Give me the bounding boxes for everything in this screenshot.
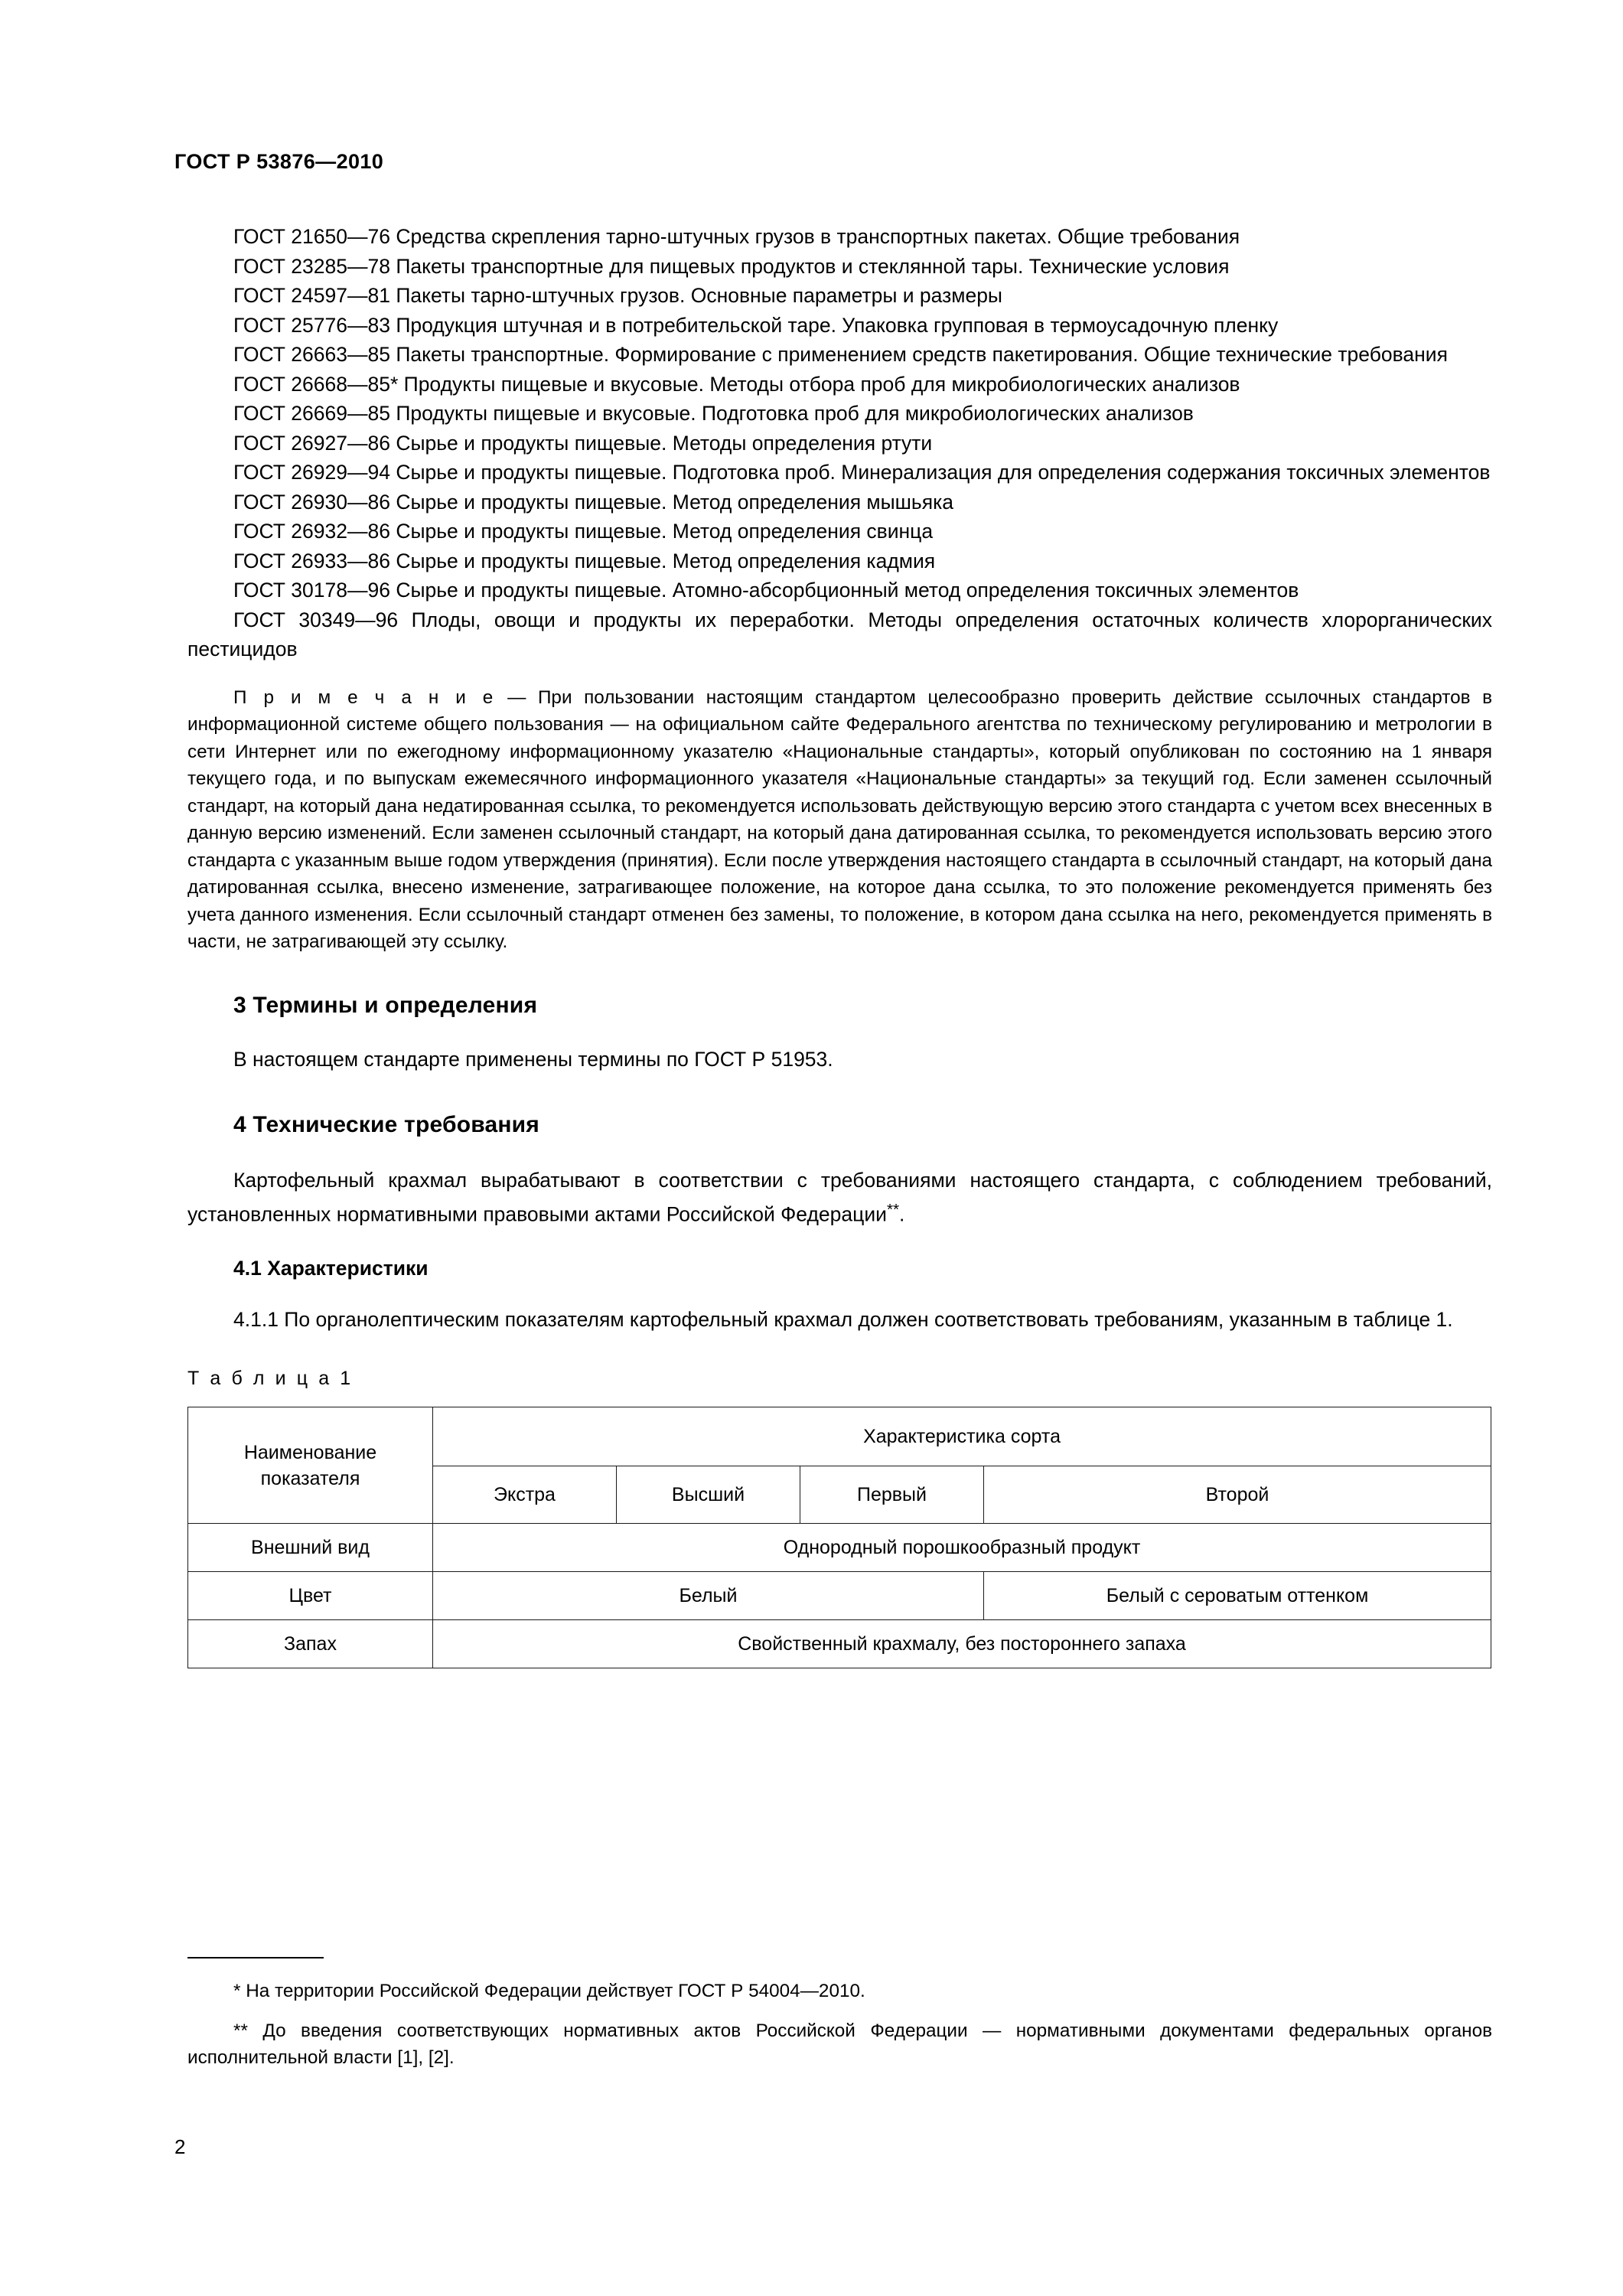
reference-item [187,311,1492,341]
reference-code: ГОСТ 26927—86 [233,431,390,455]
section-heading-terms: 3 Термины и определения [233,992,538,1018]
reference-title: Сырье и продукты пищевые. Метод определения мышьяка [396,490,954,514]
reference-code: ГОСТ 26933—86 [233,549,390,572]
section-technical-intro [187,1166,1492,1229]
table-header-grade: Высший [617,1466,800,1524]
table-cell-value: Белый с сероватым оттенком [984,1572,1491,1620]
intro-text: Картофельный крахмал вырабатывают в соответствии с требованиями настоящего стандарта, с соблюдением требований, установленных нормативными правовыми актами Российской Федерации [187,1169,1492,1226]
table-header-grade: Экстра [433,1466,617,1524]
reference-item [187,281,1492,311]
document-body [187,222,1492,1668]
document-header-standard-id: ГОСТ Р 53876—2010 [174,150,384,173]
reference-title: Средства скрепления тарно-штучных грузов в транспортных пакетах. Общие требования [396,225,1240,248]
reference-title: Продукты пищевые и вкусовые. Методы отбора проб для микробиологических анализов [403,372,1240,396]
table-header-grade-group: Характеристика сорта [433,1407,1491,1466]
table-header-indicator: Наименование показателя [188,1407,433,1524]
intro-text-end: . [899,1202,905,1226]
note-block [187,684,1492,956]
reference-title: Сырье и продукты пищевые. Атомно-абсорбционный метод определения токсичных элементов [396,579,1299,602]
reference-title: Пакеты транспортные. Формирование с применением средств пакетирования. Общие технические требования [396,343,1448,366]
footnote-marker-2: ** [886,1200,900,1218]
reference-code: ГОСТ 30178—96 [233,579,390,602]
reference-code: ГОСТ 26669—85 [233,402,390,425]
table-cell-value: Белый [433,1572,984,1620]
reference-title: Пакеты транспортные для пищевых продуктов и стеклянной тары. Технические условия [396,254,1230,278]
table-row [188,1572,1491,1620]
footnote-marker: ** [233,2020,248,2041]
footnote-separator [187,1957,324,1958]
reference-code: ГОСТ 26930—86 [233,490,390,514]
table-row [188,1524,1491,1572]
reference-title: Пакеты тарно-штучных грузов. Основные параметры и размеры [396,284,1002,307]
reference-code: ГОСТ 26668—85* [233,372,399,396]
subsection-heading-41: 4.1 Характеристики [233,1256,429,1280]
reference-title: Продукты пищевые и вкусовые. Подготовка проб для микробиологических анализов [396,402,1194,425]
section-heading-technical: 4 Технические требования [233,1112,540,1137]
characteristics-table [187,1407,1491,1668]
table-header-grade: Второй [984,1466,1491,1524]
reference-title: Продукция штучная и в потребительской таре. Упаковка групповая в термоусадочную пленку [396,313,1279,337]
reference-code: ГОСТ 30349—96 [233,608,399,631]
footnote-marker: * [233,1981,241,2001]
reference-title: Плоды, овощи и продукты их переработки. Методы определения остаточных количеств хлорорганических пестицидов [187,608,1492,660]
reference-item [187,576,1492,605]
footnote-text: До введения соответствующих нормативных актов Российской Федерации — нормативными документами федеральных органов исполнительной власти [1], [2]. [187,2020,1492,2068]
paragraph-411: 4.1.1 По органолептическим показателям картофельный крахмал должен соответствовать требованиям, указанным в таблице 1. [233,1307,1453,1331]
table-header-grade: Первый [800,1466,984,1524]
reference-code: ГОСТ 26932—86 [233,520,390,543]
reference-item [187,605,1492,664]
footnote-item [187,1978,1492,2005]
table-cell-value: Свойственный крахмалу, без постороннего запаха [433,1620,1491,1668]
reference-item [187,458,1492,488]
reference-item [187,370,1492,400]
reference-item [187,340,1492,370]
footnote-text: На территории Российской Федерации действует ГОСТ Р 54004—2010. [240,1981,865,2001]
note-label: П р и м е ч а н и е [233,687,496,708]
reference-code: ГОСТ 24597—81 [233,284,390,307]
reference-title: Сырье и продукты пищевые. Подготовка проб. Минерализация для определения содержания токсичных элементов [396,461,1491,484]
footnote-block [187,1978,1492,2072]
note-body: — При пользовании настоящим стандартом целесообразно проверить действие ссылочных стандартов в информационной системе общего пользования — на официальном сайте Федерального агентства по техническому регулированию и метрологии в сети Интернет или по ежегодному информационному указателю «Национальные стандарты», который опубликован по состоянию на 1 января текущего года, и по выпускам ежемесячного информационного указателя «Национальные стандарты» за текущий год. Если заменен ссылочный стандарт, на который дана недатированная ссылка, то рекомендуется использовать действующую версию этого стандарта с учетом всех внесенных в данную версию изменений. Если заменен ссылочный стандарт, на который дана датированная ссылка, то рекомендуется использовать версию этого стандарта с указанным выше годом утверждения (принятия). Если после утверждения настоящего стандарта в ссылочный стандарт, на который дана датированная ссылка, внесено изменение, затрагивающее положение, на которое дана ссылка, то это положение рекомендуется применять без учета данного изменения. Если ссылочный стандарт отменен без замены, то положение, в котором дана ссылка на него, рекомендуется применять в части, не затрагивающей эту ссылку. [187,687,1492,952]
section-terms-body: В настоящем стандарте применены термины по ГОСТ Р 51953. [233,1047,833,1071]
footnote-item [187,2017,1492,2072]
reference-code: ГОСТ 25776—83 [233,313,390,337]
table-cell-indicator: Запах [188,1620,433,1668]
reference-code: ГОСТ 23285—78 [233,254,390,278]
reference-code: ГОСТ 26663—85 [233,343,390,366]
page-number: 2 [174,2135,186,2158]
reference-item [187,517,1492,546]
reference-title: Сырье и продукты пищевые. Метод определения свинца [396,520,934,543]
reference-title: Сырье и продукты пищевые. Методы определения ртути [396,431,933,455]
table-cell-indicator: Внешний вид [188,1524,433,1572]
reference-item [187,429,1492,458]
reference-item [187,252,1492,282]
table-row [188,1620,1491,1668]
reference-item [187,399,1492,429]
reference-item [187,222,1492,252]
reference-code: ГОСТ 26929—94 [233,461,390,484]
table-caption: Т а б л и ц а 1 [187,1368,354,1390]
reference-item [187,488,1492,517]
table-cell-value: Однородный порошкообразный продукт [433,1524,1491,1572]
reference-title: Сырье и продукты пищевые. Метод определения кадмия [396,549,936,572]
reference-code: ГОСТ 21650—76 [233,225,390,248]
table-cell-indicator: Цвет [188,1572,433,1620]
reference-item [187,546,1492,576]
table-header-row [188,1407,1491,1466]
